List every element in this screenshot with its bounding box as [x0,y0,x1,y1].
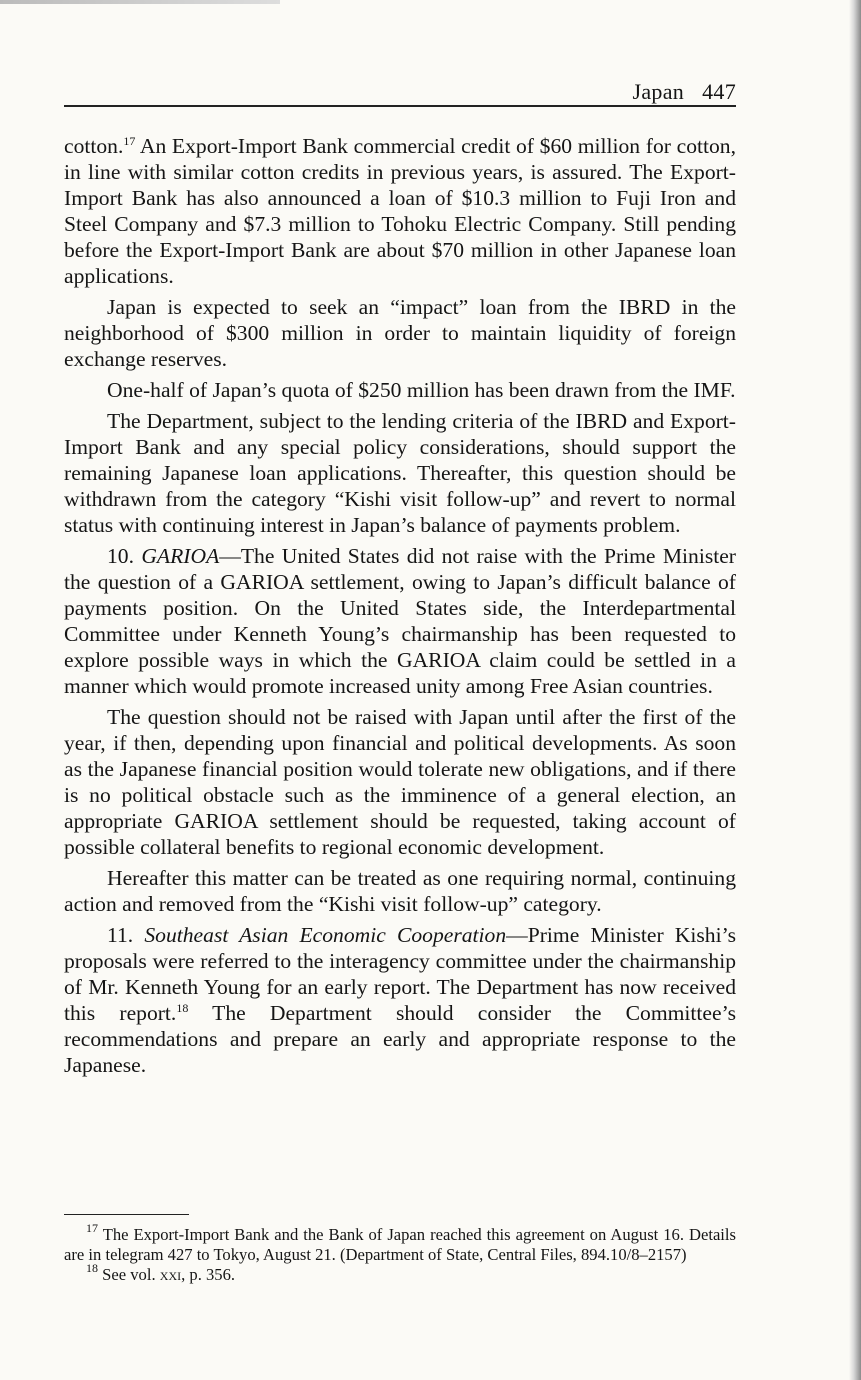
paragraph-department-support: The Department, subject to the lending criteria of the IBRD and Export-Import Bank and any special policy considerations, should support the remaining Japanese loan applications. Thereafter, this question should be withdrawn from the category “Kishi visit follow-up” and revert to normal status with continuing interest in Japan’s balance of payments problem. [64,409,736,537]
paragraph-text: —The United States did not raise with the Prime Minister the question of a GARIOA settlement, owing to Japan’s difficult balance of payments position. On the United States side, the Interdepartmental Committee under Kenneth Young’s chairmanship has been requested to explore possible ways in which the GARIOA claim could be settled in a manner which would promote increased unity among Free Asian countries. [64,544,736,698]
paragraph-text: The Department should consider the Committee’s recommendations and prepare an early and appropriate response to the Japanese. [64,1001,736,1077]
item-title: Southeast Asian Economic Cooperation [144,923,507,947]
body-text [64,133,736,1083]
paragraph-garioa [64,543,736,699]
scan-edge-top [0,0,280,4]
footnotes [64,1221,736,1285]
footnote-text: , p. 356. [181,1265,236,1284]
scan-edge-right [849,0,861,1380]
running-head-section: Japan [632,79,685,104]
footnote-text: See vol. [102,1265,156,1284]
paragraph-text: —Prime Minister Kishi’s proposals were referred to the interagency committee under the chairmanship of Mr. Kenneth Young for an early report. The Department has now received this report. [64,923,737,1025]
footnote-volume: xxi [159,1265,182,1284]
paragraph-text: cotton. [64,134,124,158]
footnote-ref-17: 17 [123,134,136,148]
paragraph-garioa-timing: The question should not be raised with Japan until after the first of the year, if then, depending upon financial and political developments. As soon as the Japanese financial position would tolerate new obligations, and if there is no political obstacle such as the imminence of a general election, an appropriate GARIOA settlement should be requested, taking account of possible collateral benefits to regional economic development. [64,705,736,859]
paragraph-garioa-followup: Hereafter this matter can be treated as one requiring normal, continuing action and removed from the “Kishi visit follow-up” category. [64,866,736,916]
footnote-marker: 17 [86,1221,98,1235]
footnote-17 [64,1221,736,1265]
paragraph-imf-quota: One-half of Japan’s quota of $250 million has been drawn from the IMF. [107,378,736,402]
footnote-text: The Export-Import Bank and the Bank of Japan reached this agreement on August 16. Details are in telegram 427 to Tokyo, August 21. (Department of State, Central Files, 894.10/8–2157) [64,1225,736,1264]
paragraph-southeast-asia [64,922,736,1078]
item-number: 11. [107,923,134,947]
running-head [633,78,737,105]
paragraph-text: An Export-Import Bank commercial credit of $60 million for cotton, in line with similar cotton credits in previous years, is assured. The Export-Import Bank has also announced a loan of $10.3 million to Fuji Iron and Steel Company and $7.3 million to Tohoku Electric Company. Still pending before the Export-Import Bank are about $70 million in other Japanese loan applications. [64,134,736,288]
page-number: 447 [702,79,736,104]
footnote-rule [64,1214,189,1215]
footnote-ref-18: 18 [176,1001,189,1015]
paragraph-cotton-credits [64,133,736,289]
footnote-18 [64,1261,736,1285]
page-header [64,78,736,107]
item-title: GARIOA [141,544,220,568]
footnote-marker: 18 [86,1261,98,1275]
paragraph-ibrd-loan: Japan is expected to seek an “impact” loan from the IBRD in the neighborhood of $300 million in order to maintain liquidity of foreign exchange reserves. [64,295,736,371]
item-number: 10. [107,544,134,568]
